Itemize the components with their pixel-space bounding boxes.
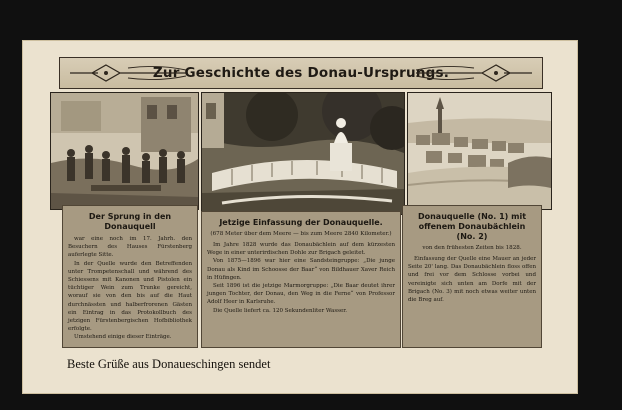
crowd-scene-image [50, 92, 199, 210]
fountain-statue-image [201, 92, 405, 215]
panel-paragraph: Seit 1896 ist die jetzige Marmorgruppe: „Die Baar deutet ihrer jungen Tochter, der Donau, den Weg in die Ferne“ von Professor Adolf Heer in Karlsruhe. [207, 283, 395, 306]
panel-paragraph: war eine noch im 17. Jahrh. den Besuchern des Hauses Fürstenberg auferlegte Sitte. [68, 236, 192, 259]
text-panel-sprung [62, 205, 198, 348]
panel-paragraph: Die Quelle liefert ca. 120 Sekundenliter Wasser. [213, 307, 347, 314]
postcard [22, 40, 578, 394]
panel-paragraph: Von 1875—1896 war hier eine Sandsteingruppe: „Die junge Donau als Kind im Schoosse der Baar“ von Bildhauer Xaver Reich in Hüfingen. [207, 258, 395, 281]
panel-paragraph: Umstehend einige dieser Einträge. [74, 334, 172, 341]
greeting-text: Beste Grüße aus Donaueschingen sendet [67, 357, 271, 371]
town-view-image [407, 92, 552, 210]
panel-paragraph: Einfassung der Quelle eine Mauer an jeder Seite 20' lang. Das Donaubächlein floss offen und frei vor dem Schlosse vorbei und vereinigte sich unten am Dorfe mit der Brigach (No. 3) mit noch etwas weiter unten die Breg auf. [408, 256, 536, 304]
text-panel-einfassung [201, 211, 401, 348]
ornament-right-icon [414, 62, 534, 84]
panel-subheading: (678 Meter über dem Meere — bis zum Meere 2840 Kilometer.) [210, 231, 392, 237]
panel-subheading: von den frühesten Zeiten bis 1828. [422, 245, 522, 251]
title-banner [59, 57, 543, 89]
panel-heading: Donauquelle (No. 1) mit offenem Donaubächlein (No. 2) [417, 212, 527, 241]
ornament-left-icon [68, 62, 188, 84]
panel-paragraph: In der Quelle wurde den Betreffenden unter Trompetenschall und während des Schiessens mit Kanonen und Pistolen ein tüchtiger Wein zum Trunke gereicht, worauf sie von den bis auf die Haut durchnässten und halberfrorenen Gästen ein Eintrag in das Protokollbuch des jetzigen Fürstenbergischen Hofbibliothek erfolgte. [68, 260, 192, 333]
panel-heading: Jetzige Einfassung der Donauquelle. [219, 218, 383, 227]
page-title: Zur Geschichte des Donau-Ursprungs. [152, 65, 450, 81]
text-panel-donauquelle [402, 205, 542, 348]
panel-heading: Der Sprung in den Donauquell [88, 212, 172, 231]
panel-paragraph: Im Jahre 1828 wurde das Donaubächlein auf dem kürzesten Wege in einer unterirdischen Dohle zur Brigach geleitet. [207, 242, 395, 257]
